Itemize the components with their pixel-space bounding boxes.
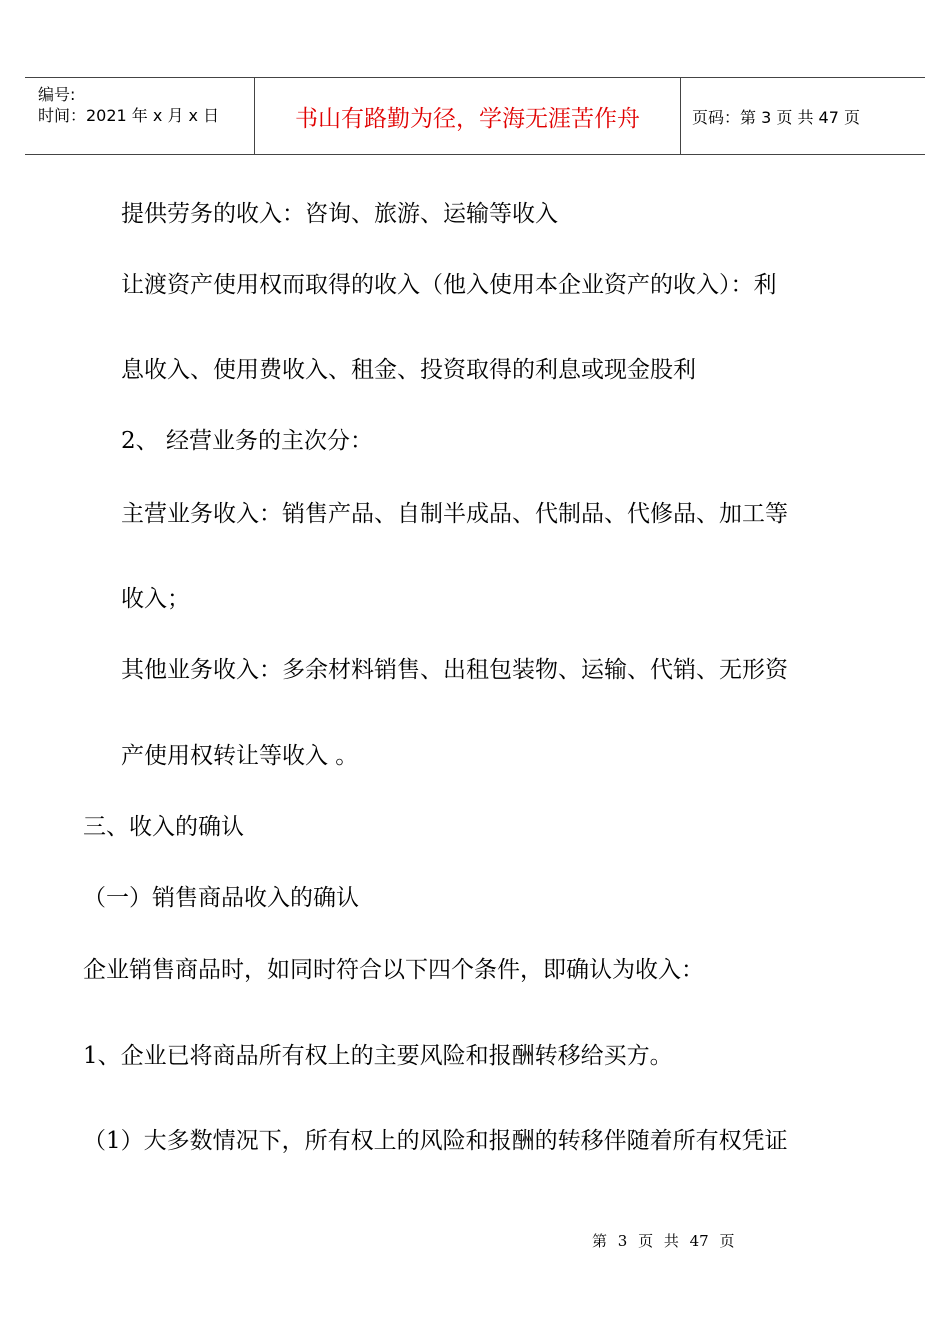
- body-line: （1）大多数情况下，所有权上的风险和报酬的转移伴随着所有权凭证: [83, 1128, 788, 1154]
- header-page-info: 页码：第 3 页 共 47 页: [692, 107, 860, 127]
- doc-number-label: 编号:: [38, 85, 76, 104]
- doc-time-label: 时间：2021 年 x 月 x 日: [38, 106, 220, 125]
- body-line: 让渡资产使用权而取得的收入（他入使用本企业资产的收入）：利: [121, 272, 777, 298]
- header-motto: 书山有路勤为径，学海无涯苦作舟: [255, 78, 681, 154]
- page-header: [25, 77, 925, 155]
- body-line: 产使用权转让等收入 。: [121, 743, 359, 769]
- body-line: 2、 经营业务的主次分：: [121, 428, 373, 454]
- page-footer: 第 3 页 共 47 页: [592, 1232, 735, 1250]
- subsection-heading: （一）销售商品收入的确认: [83, 885, 359, 911]
- body-line: 其他业务收入：多余材料销售、出租包装物、运输、代销、无形资: [121, 657, 788, 683]
- body-line: 主营业务收入：销售产品、自制半成品、代制品、代修品、加工等: [121, 501, 788, 527]
- body-line: 息收入、使用费收入、租金、投资取得的利息或现金股利: [121, 357, 696, 383]
- body-line: 企业销售商品时，如同时符合以下四个条件，即确认为收入：: [83, 957, 704, 983]
- body-line: 1、企业已将商品所有权上的主要风险和报酬转移给买方。: [83, 1043, 673, 1069]
- body-line: 提供劳务的收入：咨询、旅游、运输等收入: [121, 201, 558, 227]
- section-heading: 三、收入的确认: [83, 814, 244, 840]
- header-meta: [25, 78, 255, 154]
- body-line: 收入；: [121, 586, 190, 612]
